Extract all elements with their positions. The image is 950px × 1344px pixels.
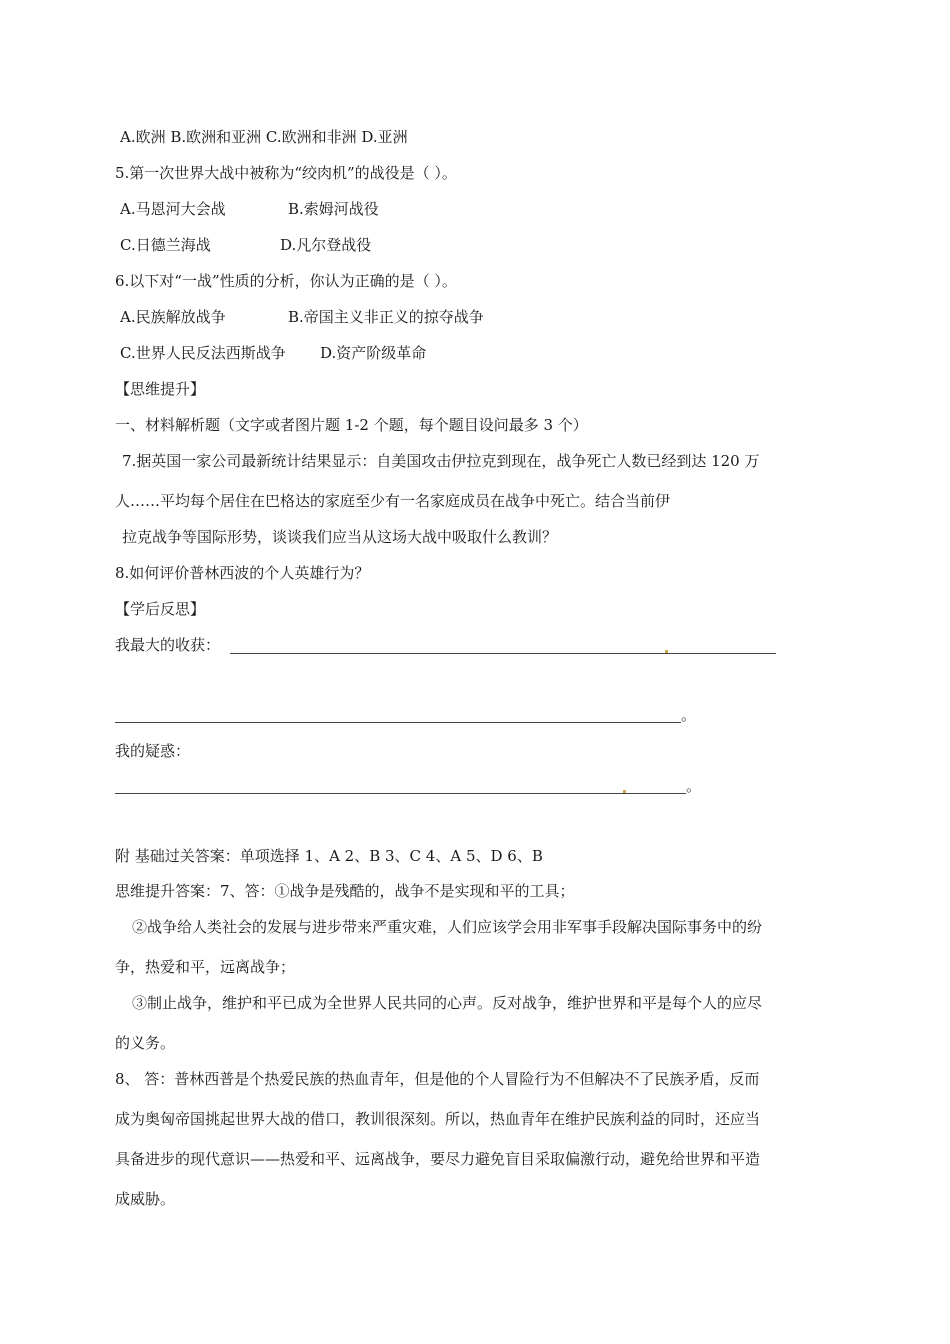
thinking-answer-2-line-2: 争，热爱和平，远离战争； [115,958,296,976]
thinking-answer-3-line-2: 的义务。 [115,1034,176,1052]
q8-answer-line-1: 8、 答：普林西普是个热爱民族的热血青年，但是他的个人冒险行为不但解决不了民族矛盾，反而 [115,1070,760,1088]
q8-answer-line-3: 具备进步的现代意识——热爱和平、远离战争，要尽力避免盲目采取偏激行动，避免给世界和平造 [115,1150,761,1168]
q5-stem: 5.第一次世界大战中被称为“绞肉机”的战役是（ ）。 [115,164,457,182]
section-heading-reflect: 【学后反思】 [115,600,206,618]
q5-option-c: C.日德兰海战 [120,236,211,254]
q6-option-d: D.资产阶级革命 [320,344,427,362]
q5-option-a: A.马恩河大会战 [120,200,226,218]
stray-dot-2 [623,790,626,793]
q8-answer-line-2: 成为奥匈帝国挑起世界大战的借口，教训很深刻。所以，热血青年在维护民族利益的同时，还应当 [115,1110,761,1128]
material-heading: 一、材料解析题（文字或者图片题 1-2 个题，每个题目设问最多 3 个） [115,416,588,434]
q6-stem: 6.以下对“一战”性质的分析，你认为正确的是（ ）。 [115,272,457,290]
q7-line-1: 7.据英国一家公司最新统计结果显示：自美国攻击伊拉克到现在，战争死亡人数已经到达 120 万 [122,452,760,470]
q7-line-3: 拉克战争等国际形势，谈谈我们应当从这场大战中吸取什么教训？ [122,528,558,546]
thinking-answer-2-line-1: ②战争给人类社会的发展与进步带来严重灾难，人们应该学会用非军事手段解决国际事务中的纷 [132,918,763,936]
q8-question: 8.如何评价普林西波的个人英雄行为？ [115,564,370,582]
gain-label: 我最大的收获： [115,636,221,654]
doubt-answer-line[interactable] [115,793,686,794]
doubt-label: 我的疑惑： [115,742,191,760]
q6-option-c: C.世界人民反法西斯战争 [120,344,286,362]
q6-option-b: B.帝国主义非正义的掠夺战争 [288,308,484,326]
basic-answers: 附 基础过关答案：单项选择 1、A 2、B 3、C 4、A 5、D 6、B [115,847,543,865]
thinking-answer-intro: 思维提升答案：7、答：①战争是残酷的，战争不是实现和平的工具； [115,882,575,900]
thinking-answer-3-line-1: ③制止战争，维护和平已成为全世界人民共同的心声。反对战争，维护世界和平是每个人的应尽 [132,994,763,1012]
stray-dot [665,650,668,653]
q7-line-2: 人……平均每个居住在巴格达的家庭至少有一名家庭成员在战争中死亡。结合当前伊 [115,492,671,510]
section-heading-thinking: 【思维提升】 [115,380,206,398]
q5-option-b: B.索姆河战役 [288,200,379,218]
doubt-period: 。 [686,777,702,795]
q6-option-a: A.民族解放战争 [120,308,226,326]
gain-answer-line-2[interactable] [115,722,681,723]
q5-option-d: D.凡尔登战役 [280,236,372,254]
q4-options: A.欧洲 B.欧洲和亚洲 C.欧洲和非洲 D.亚洲 [120,128,408,146]
gain-answer-line[interactable] [230,653,776,654]
gain-period: 。 [681,706,697,724]
q8-answer-line-4: 成威胁。 [115,1190,176,1208]
